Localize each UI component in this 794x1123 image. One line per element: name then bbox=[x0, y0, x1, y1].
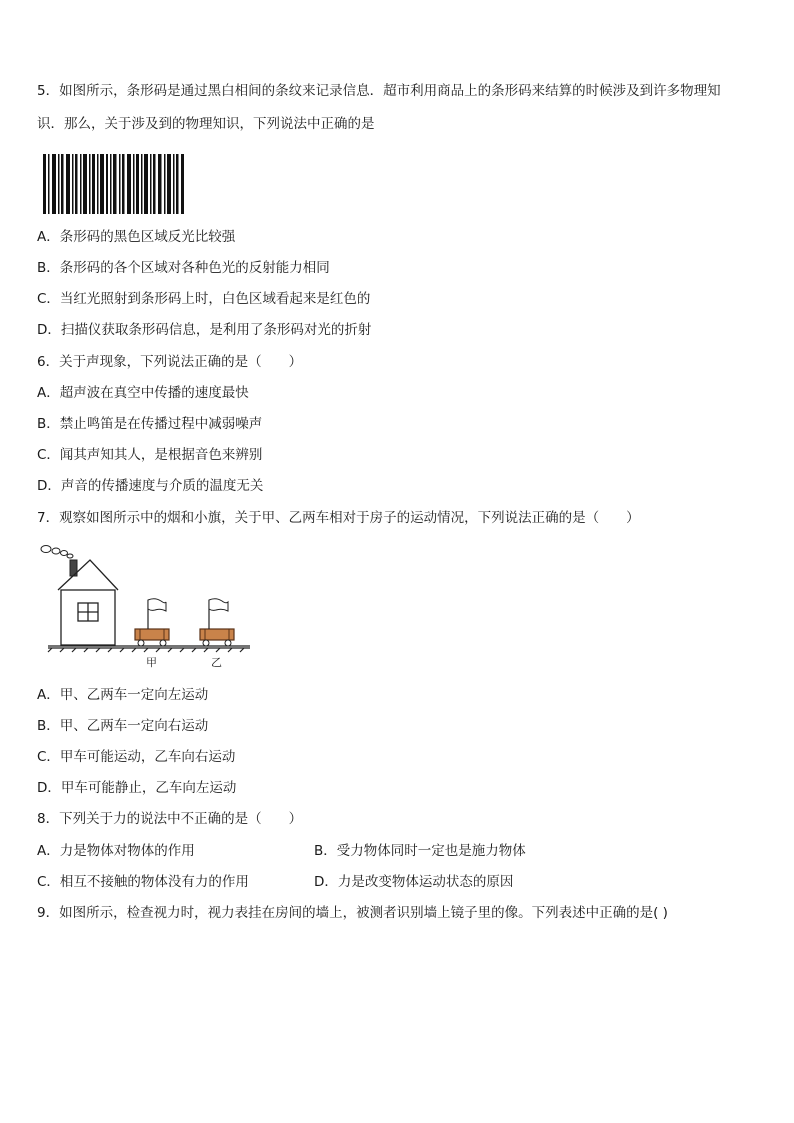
q7-option-d: D．甲车可能静止，乙车向左运动 bbox=[37, 780, 237, 796]
q7-option-a: A．甲、乙两车一定向左运动 bbox=[37, 687, 209, 703]
q7-stem: 7．观察如图所示中的烟和小旗，关于甲、乙两车相对于房子的运动情况，下列说法正确的是（ ） bbox=[37, 510, 640, 526]
q8-option-d: D．力是改变物体运动状态的原因 bbox=[314, 874, 514, 890]
q8-stem: 8．下列关于力的说法中不正确的是（ ） bbox=[37, 811, 303, 827]
q6-option-b: B．禁止鸣笛是在传播过程中减弱噪声 bbox=[37, 416, 263, 432]
car-a-flag bbox=[148, 599, 166, 611]
smoke-puffs bbox=[41, 546, 73, 559]
barcode-image bbox=[40, 146, 190, 216]
house bbox=[58, 560, 118, 645]
q6-option-c: C．闻其声知其人，是根据音色来辨别 bbox=[37, 447, 263, 463]
car-a-label: 甲 bbox=[146, 656, 157, 669]
q5-option-d: D．扫描仪获取条形码信息，是利用了条形码对光的折射 bbox=[37, 322, 372, 338]
car-b bbox=[200, 599, 234, 646]
q7-option-b: B．甲、乙两车一定向右运动 bbox=[37, 718, 209, 734]
q5-option-a: A．条形码的黑色区域反光比较强 bbox=[37, 229, 236, 245]
q8-option-a: A．力是物体对物体的作用 bbox=[37, 843, 195, 859]
car-a bbox=[135, 599, 169, 646]
q5-option-b: B．条形码的各个区域对各种色光的反射能力相同 bbox=[37, 260, 330, 276]
q5-option-c: C．当红光照射到条形码上时，白色区域看起来是红色的 bbox=[37, 291, 371, 307]
q6-option-d: D．声音的传播速度与介质的温度无关 bbox=[37, 478, 264, 494]
car-b-label: 乙 bbox=[211, 656, 222, 669]
car-b-flag bbox=[209, 599, 228, 611]
q6-stem: 6．关于声现象，下列说法正确的是（ ） bbox=[37, 354, 303, 370]
ground bbox=[48, 646, 250, 652]
q9-stem: 9．如图所示，检查视力时，视力表挂在房间的墙上，被测者识别墙上镜子里的像。下列表述中正确的是( ) bbox=[37, 905, 668, 921]
q5-stem-line1: 5．如图所示，条形码是通过黑白相间的条纹来记录信息．超市利用商品上的条形码来结算的时候涉及到许多物理知 bbox=[37, 83, 721, 99]
q7-option-c: C．甲车可能运动，乙车向右运动 bbox=[37, 749, 236, 765]
q5-stem-line2: 识．那么，关于涉及到的物理知识，下列说法中正确的是 bbox=[37, 116, 375, 132]
house-cars-figure bbox=[38, 540, 253, 672]
q8-option-c: C．相互不接触的物体没有力的作用 bbox=[37, 874, 249, 890]
q8-option-b: B．受力物体同时一定也是施力物体 bbox=[314, 843, 526, 859]
q6-option-a: A．超声波在真空中传播的速度最快 bbox=[37, 385, 249, 401]
